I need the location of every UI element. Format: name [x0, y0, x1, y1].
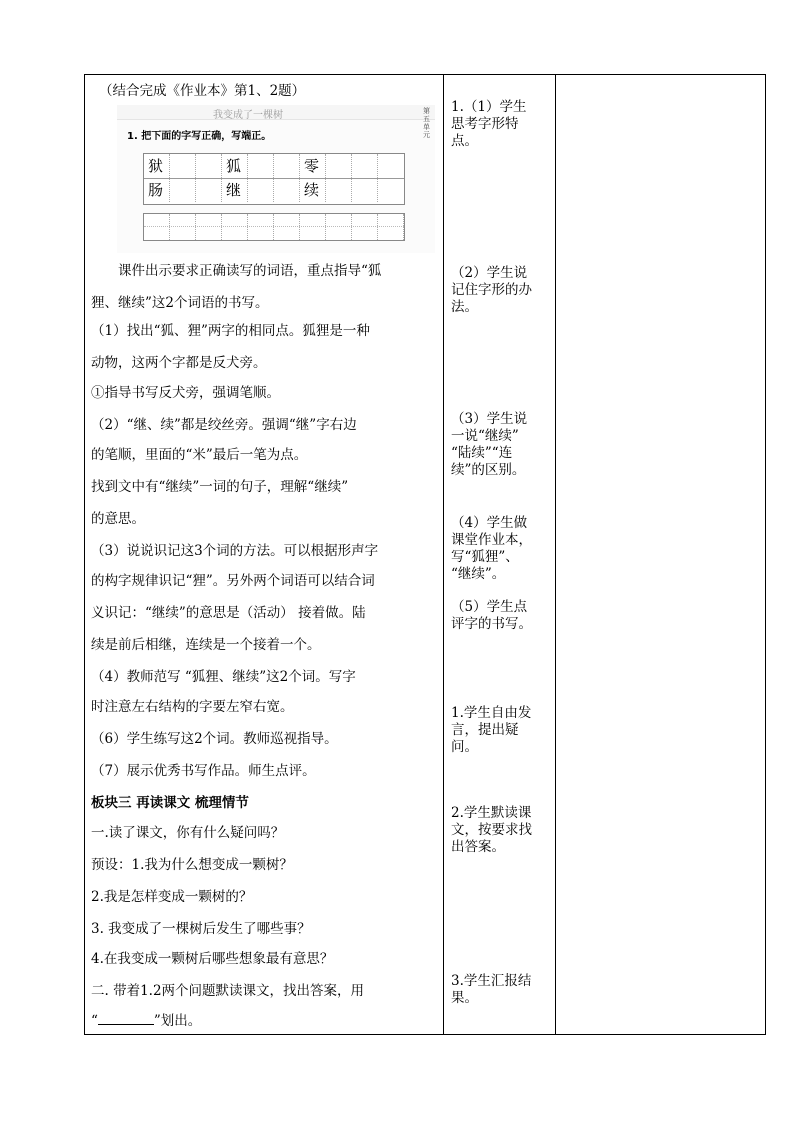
- grid-char: 继: [226, 181, 242, 199]
- notes-column: [556, 75, 765, 1034]
- writing-grid: [143, 153, 405, 205]
- text-line: （4）教师范写 “狐狸、继续”这2个词。写字: [91, 669, 356, 685]
- text-line: （6）学生练写这2个词。教师巡视指导。: [91, 731, 338, 747]
- text-line: 的意思。: [91, 511, 145, 527]
- text-line: 找到文中有“继续”一词的句子，理解“继续”: [91, 479, 349, 495]
- student-activity: （4）学生做 课堂作业本， 写“狐狸”、 “继续”。: [451, 515, 532, 582]
- text-line: （3）说说识记这3个词的方法。可以根据形声字: [91, 543, 379, 559]
- student-activity: 3.学生汇报结 果。: [451, 973, 532, 1006]
- student-activity: （3）学生说 一说“继续” “陆续”“连 续”的区别。: [451, 411, 528, 478]
- text-line: （7）展示优秀书写作品。师生点评。: [91, 763, 316, 779]
- grid-char: 零: [304, 157, 320, 175]
- text-line: 时注意左右结构的字要左窄右宽。: [91, 699, 294, 715]
- text-line: ①指导书写反犬旁，强调笔顺。: [91, 385, 280, 401]
- text-line: 的构字规律识记“狸”。另外两个词语可以结合词: [91, 573, 375, 589]
- text-line: 二. 带着1.2两个问题默读课文，找出答案，用: [91, 983, 365, 999]
- student-activity: 1.学生自由发 言，提出疑 问。: [451, 705, 532, 755]
- text-line: 义识记：“继续”的意思是（活动） 接着做。陆: [91, 605, 366, 621]
- workbook-instruction: 1. 把下面的字写正确，写端正。: [127, 131, 272, 142]
- text-line: “ ”划出。: [91, 1013, 202, 1029]
- grid-char: 狱: [148, 157, 164, 175]
- unit-label: 第五单元: [423, 107, 430, 139]
- text-line: 狸、继续”这2个词语的书写。: [91, 295, 269, 311]
- section-heading: 板块三 再读课文 梳理情节: [91, 795, 249, 811]
- workbook-header: 我变成了一棵树: [117, 105, 435, 120]
- underline-blank: [98, 1013, 154, 1025]
- grid-char: 狐: [226, 157, 242, 175]
- practice-grid: [143, 213, 405, 241]
- text-line: （1）找出“狐、狸”两字的相同点。狐狸是一种: [91, 323, 370, 339]
- column-divider: [443, 75, 444, 1034]
- text-line: 3. 我变成了一棵树后发生了哪些事？: [91, 921, 311, 937]
- text-line: 一.读了课文，你有什么疑问吗？: [91, 825, 285, 841]
- text-line: 预设：1.我为什么想变成一颗树？: [91, 857, 293, 873]
- student-activity: 1.（1）学生 思考字形特 点。: [451, 99, 527, 149]
- student-activity: 2.学生默读课 文，按要求找 出答案。: [451, 805, 532, 855]
- lesson-table: [84, 74, 766, 1035]
- student-activity: （2）学生说 记住字形的办 法。: [451, 265, 532, 315]
- column-heading: （结合完成《作业本》第1、2题）: [99, 83, 306, 99]
- grid-char: 肠: [148, 181, 164, 199]
- text-line: （2）“继、续”都是绞丝旁。强调“继”字右边: [91, 417, 357, 433]
- text-line: 课件出示要求正确读写的词语，重点指导“狐: [91, 263, 382, 279]
- text-line: 2.我是怎样变成一颗树的？: [91, 889, 253, 905]
- text-line: 动物，这两个字都是反犬旁。: [91, 355, 267, 371]
- text-line: 4.在我变成一颗树后哪些想象最有意思？: [91, 951, 334, 967]
- text-line: 续是前后相继，连续是一个接着一个。: [91, 637, 321, 653]
- text-line: 的笔顺，里面的“米”最后一笔为点。: [91, 447, 308, 463]
- grid-char: 续: [304, 181, 320, 199]
- student-activity: （5）学生点 评字的书写。: [451, 599, 532, 632]
- workbook-image: [117, 105, 435, 253]
